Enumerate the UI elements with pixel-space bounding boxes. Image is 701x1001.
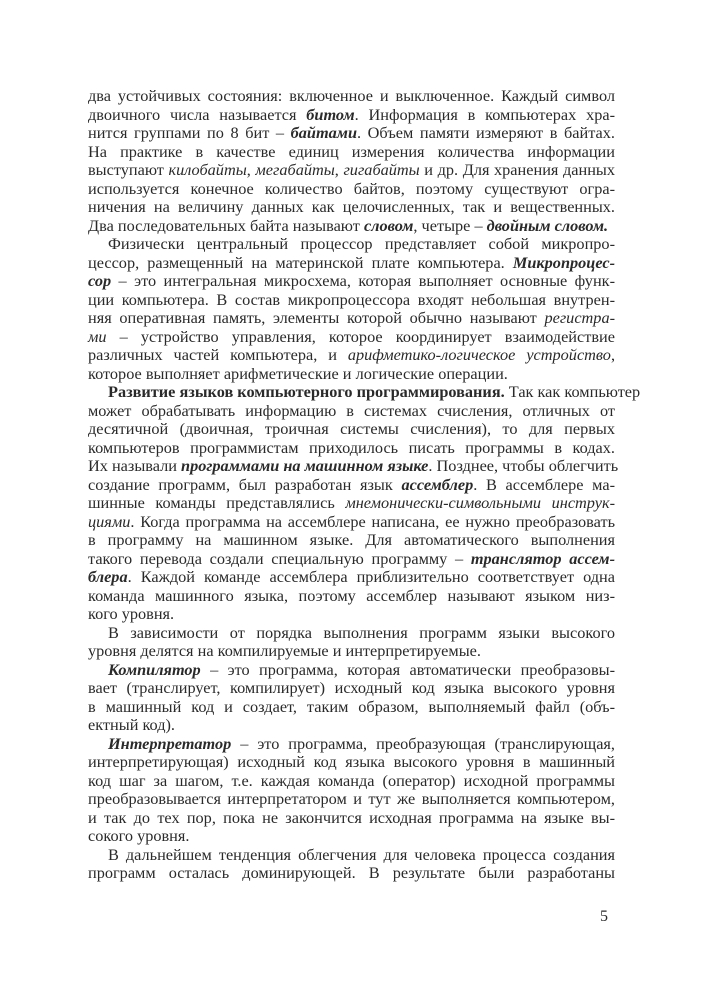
text-run: команда машинного языка, поэтому ассемблер называют языком низ- bbox=[88, 585, 615, 605]
text-run: которое выполняет арифметические и логические операции. bbox=[88, 363, 508, 383]
emphasized-term: регистра- bbox=[544, 308, 615, 327]
text-line bbox=[88, 254, 615, 273]
emphasized-term: Интерпретатор bbox=[108, 733, 232, 753]
text-run: может обрабатывать информацию в системах счисления, отличных от bbox=[88, 400, 615, 420]
text-line bbox=[88, 735, 615, 754]
text-run: преобразовывается интерпретатором и тут же выполняется компьютером, bbox=[88, 789, 615, 808]
text-run: , bbox=[334, 160, 344, 179]
text-line bbox=[88, 550, 615, 569]
emphasized-term: Микропроцес- bbox=[512, 252, 615, 272]
paragraph bbox=[88, 235, 615, 383]
text-run: два устойчивых состояния: включенное и выключенное. Каждый символ bbox=[88, 86, 615, 105]
emphasized-term: мегабайты bbox=[255, 160, 335, 179]
text-line bbox=[88, 513, 615, 532]
text-line bbox=[88, 439, 615, 458]
text-run: Так как компьютер bbox=[504, 382, 641, 401]
text-run: На практике в качестве единиц измерения количества информации bbox=[88, 141, 615, 161]
emphasized-term: арифметико-логическое устройство bbox=[347, 345, 611, 364]
text-line bbox=[88, 217, 615, 236]
text-run: выступают bbox=[88, 160, 169, 179]
text-run: . Каждой команде ассемблера приблизительно соответствует одна bbox=[127, 567, 615, 586]
text-line bbox=[88, 494, 615, 513]
text-line bbox=[88, 624, 615, 643]
text-run: создание программ, был разработан язык bbox=[88, 474, 402, 494]
text-line bbox=[88, 456, 619, 476]
text-run: код шаг за шагом, т.е. каждая команда (оператор) исходной программы bbox=[88, 770, 615, 790]
text-run: кого уровня. bbox=[88, 604, 175, 623]
page-body-text bbox=[88, 86, 641, 883]
text-line bbox=[88, 809, 615, 828]
text-line bbox=[88, 642, 615, 661]
text-line bbox=[88, 161, 615, 180]
text-run: В дальнейшем тенденция облегчения для человека процесса создания bbox=[108, 844, 615, 864]
text-run: Физически центральный процессор представляет собой микропро- bbox=[108, 234, 615, 253]
text-line bbox=[88, 291, 615, 310]
text-line bbox=[88, 198, 615, 217]
text-line bbox=[88, 235, 615, 254]
text-run: , четыре – bbox=[413, 215, 487, 235]
text-run: компьютеров программистам приходилось писать программы в кодах. bbox=[88, 437, 615, 457]
text-run: , bbox=[610, 345, 616, 364]
text-line bbox=[88, 476, 615, 495]
text-line bbox=[88, 698, 615, 717]
emphasized-term: гигабайты bbox=[343, 160, 420, 179]
text-run: в программу на машинном языке. Для автоматического выполнения bbox=[88, 530, 615, 549]
emphasized-term: циями bbox=[88, 511, 131, 531]
text-run: шинные команды представлялись bbox=[88, 493, 346, 512]
text-run: уровня делятся на компилируемые и интерпретируемые. bbox=[88, 641, 481, 660]
emphasized-term: килобайты bbox=[168, 160, 247, 179]
paragraph bbox=[88, 735, 615, 846]
paragraph bbox=[88, 87, 615, 235]
text-run: используется конечное количество байтов, поэтому существуют огра- bbox=[88, 178, 615, 198]
text-run: , bbox=[246, 160, 256, 179]
text-line bbox=[88, 124, 615, 143]
text-run: ектный код). bbox=[88, 715, 176, 734]
text-line bbox=[88, 328, 615, 347]
emphasized-term: сор bbox=[88, 271, 112, 290]
text-line bbox=[88, 309, 615, 328]
text-line bbox=[88, 716, 615, 735]
text-line bbox=[88, 87, 615, 106]
text-run: цессор, размещенный на материнской плате компьютера. bbox=[88, 252, 513, 272]
text-run: . Объем памяти измеряют в байтах. bbox=[357, 123, 615, 142]
text-run: . Когда программа на ассемблере написана, ее нужно преобразовать bbox=[130, 511, 615, 531]
text-run: – устройство управления, которое координирует взаимодействие bbox=[106, 326, 615, 346]
text-line bbox=[88, 753, 615, 772]
emphasized-term: битом bbox=[306, 104, 355, 124]
text-line bbox=[88, 531, 615, 550]
text-run: Их называли bbox=[88, 456, 182, 475]
text-run: и др. Для хранения данных bbox=[419, 160, 616, 179]
text-line bbox=[88, 402, 615, 421]
paragraph bbox=[88, 382, 641, 624]
emphasized-term: байтами bbox=[290, 123, 358, 142]
text-run: Два последовательных байта называют bbox=[88, 215, 364, 235]
text-run: нится группами по 8 бит – bbox=[88, 123, 291, 142]
text-line bbox=[88, 846, 615, 865]
text-run: интерпретирующая) исходный код языка высокого уровня в машинный bbox=[88, 752, 615, 771]
text-run: ции компьютера. В состав микропроцессора входят небольшая внутрен- bbox=[88, 289, 615, 309]
text-line bbox=[88, 679, 615, 698]
emphasized-term: Компилятор bbox=[108, 659, 201, 679]
text-run: и так до тех пор, пока не закончится исходная программа на языке вы- bbox=[88, 807, 615, 827]
emphasized-term: блера bbox=[88, 567, 128, 586]
paragraph bbox=[88, 661, 615, 735]
emphasized-term: программами на машинном языке bbox=[181, 456, 429, 475]
text-run: – это программа, которая автоматически преобразовы- bbox=[200, 659, 615, 679]
text-run: – это программа, преобразующая (транслирующая, bbox=[231, 733, 615, 753]
text-line bbox=[88, 272, 615, 291]
text-line bbox=[88, 180, 615, 199]
text-line bbox=[88, 605, 615, 624]
text-line bbox=[88, 568, 615, 587]
text-line bbox=[88, 790, 615, 809]
text-line bbox=[88, 382, 641, 402]
emphasized-term: двойным словом. bbox=[486, 215, 609, 235]
bold-heading-text: Развитие языков компьютерного программирования. bbox=[108, 382, 505, 401]
text-run: программ осталась доминирующей. В результате были разработаны bbox=[88, 863, 615, 882]
text-line bbox=[88, 772, 615, 791]
emphasized-term: словом bbox=[363, 215, 414, 235]
text-run: ничения на величину данных как целочисленных, так и вещественных. bbox=[88, 197, 615, 216]
text-run: различных частей компьютера, и bbox=[88, 345, 348, 364]
text-line bbox=[88, 587, 615, 606]
text-line bbox=[88, 346, 615, 365]
text-line bbox=[88, 143, 615, 162]
emphasized-term: ми bbox=[88, 326, 107, 346]
text-run: десятичной (двоичная, троичная системы счисления), то для первых bbox=[88, 419, 615, 438]
emphasized-term: транслятор ассем- bbox=[470, 548, 615, 568]
emphasized-term: ассемблер bbox=[401, 474, 474, 494]
emphasized-term: мнемонически-символьными инструк- bbox=[345, 493, 616, 512]
text-run: – это интегральная микросхема, которая выполняет основные функ- bbox=[111, 271, 615, 290]
paragraph bbox=[88, 846, 615, 883]
text-run: . Позднее, чтобы облегчить bbox=[428, 456, 619, 475]
paragraph bbox=[88, 624, 615, 661]
text-run: . В ассемблере ма- bbox=[473, 474, 616, 494]
text-run: в машинный код и создает, таким образом, выполняемый файл (объ- bbox=[88, 696, 615, 716]
text-run: В зависимости от порядка выполнения программ языки высокого bbox=[108, 622, 615, 642]
page-number: 5 bbox=[600, 908, 608, 925]
text-line bbox=[88, 420, 615, 439]
text-run: двоичного числа называется bbox=[88, 104, 307, 124]
text-line bbox=[88, 106, 615, 125]
text-line bbox=[88, 365, 615, 384]
text-run: вает (транслирует, компилирует) исходный код языка высокого уровня bbox=[88, 678, 615, 697]
text-run: няя оперативная память, элементы которой обычно называют bbox=[88, 308, 545, 327]
text-line bbox=[88, 827, 615, 846]
text-line bbox=[88, 661, 615, 680]
text-run: сокого уровня. bbox=[88, 826, 190, 845]
text-run: такого перевода создали специальную программу – bbox=[88, 548, 471, 568]
text-line bbox=[88, 864, 615, 883]
text-run: . Информация в компьютерах хра- bbox=[354, 104, 616, 124]
